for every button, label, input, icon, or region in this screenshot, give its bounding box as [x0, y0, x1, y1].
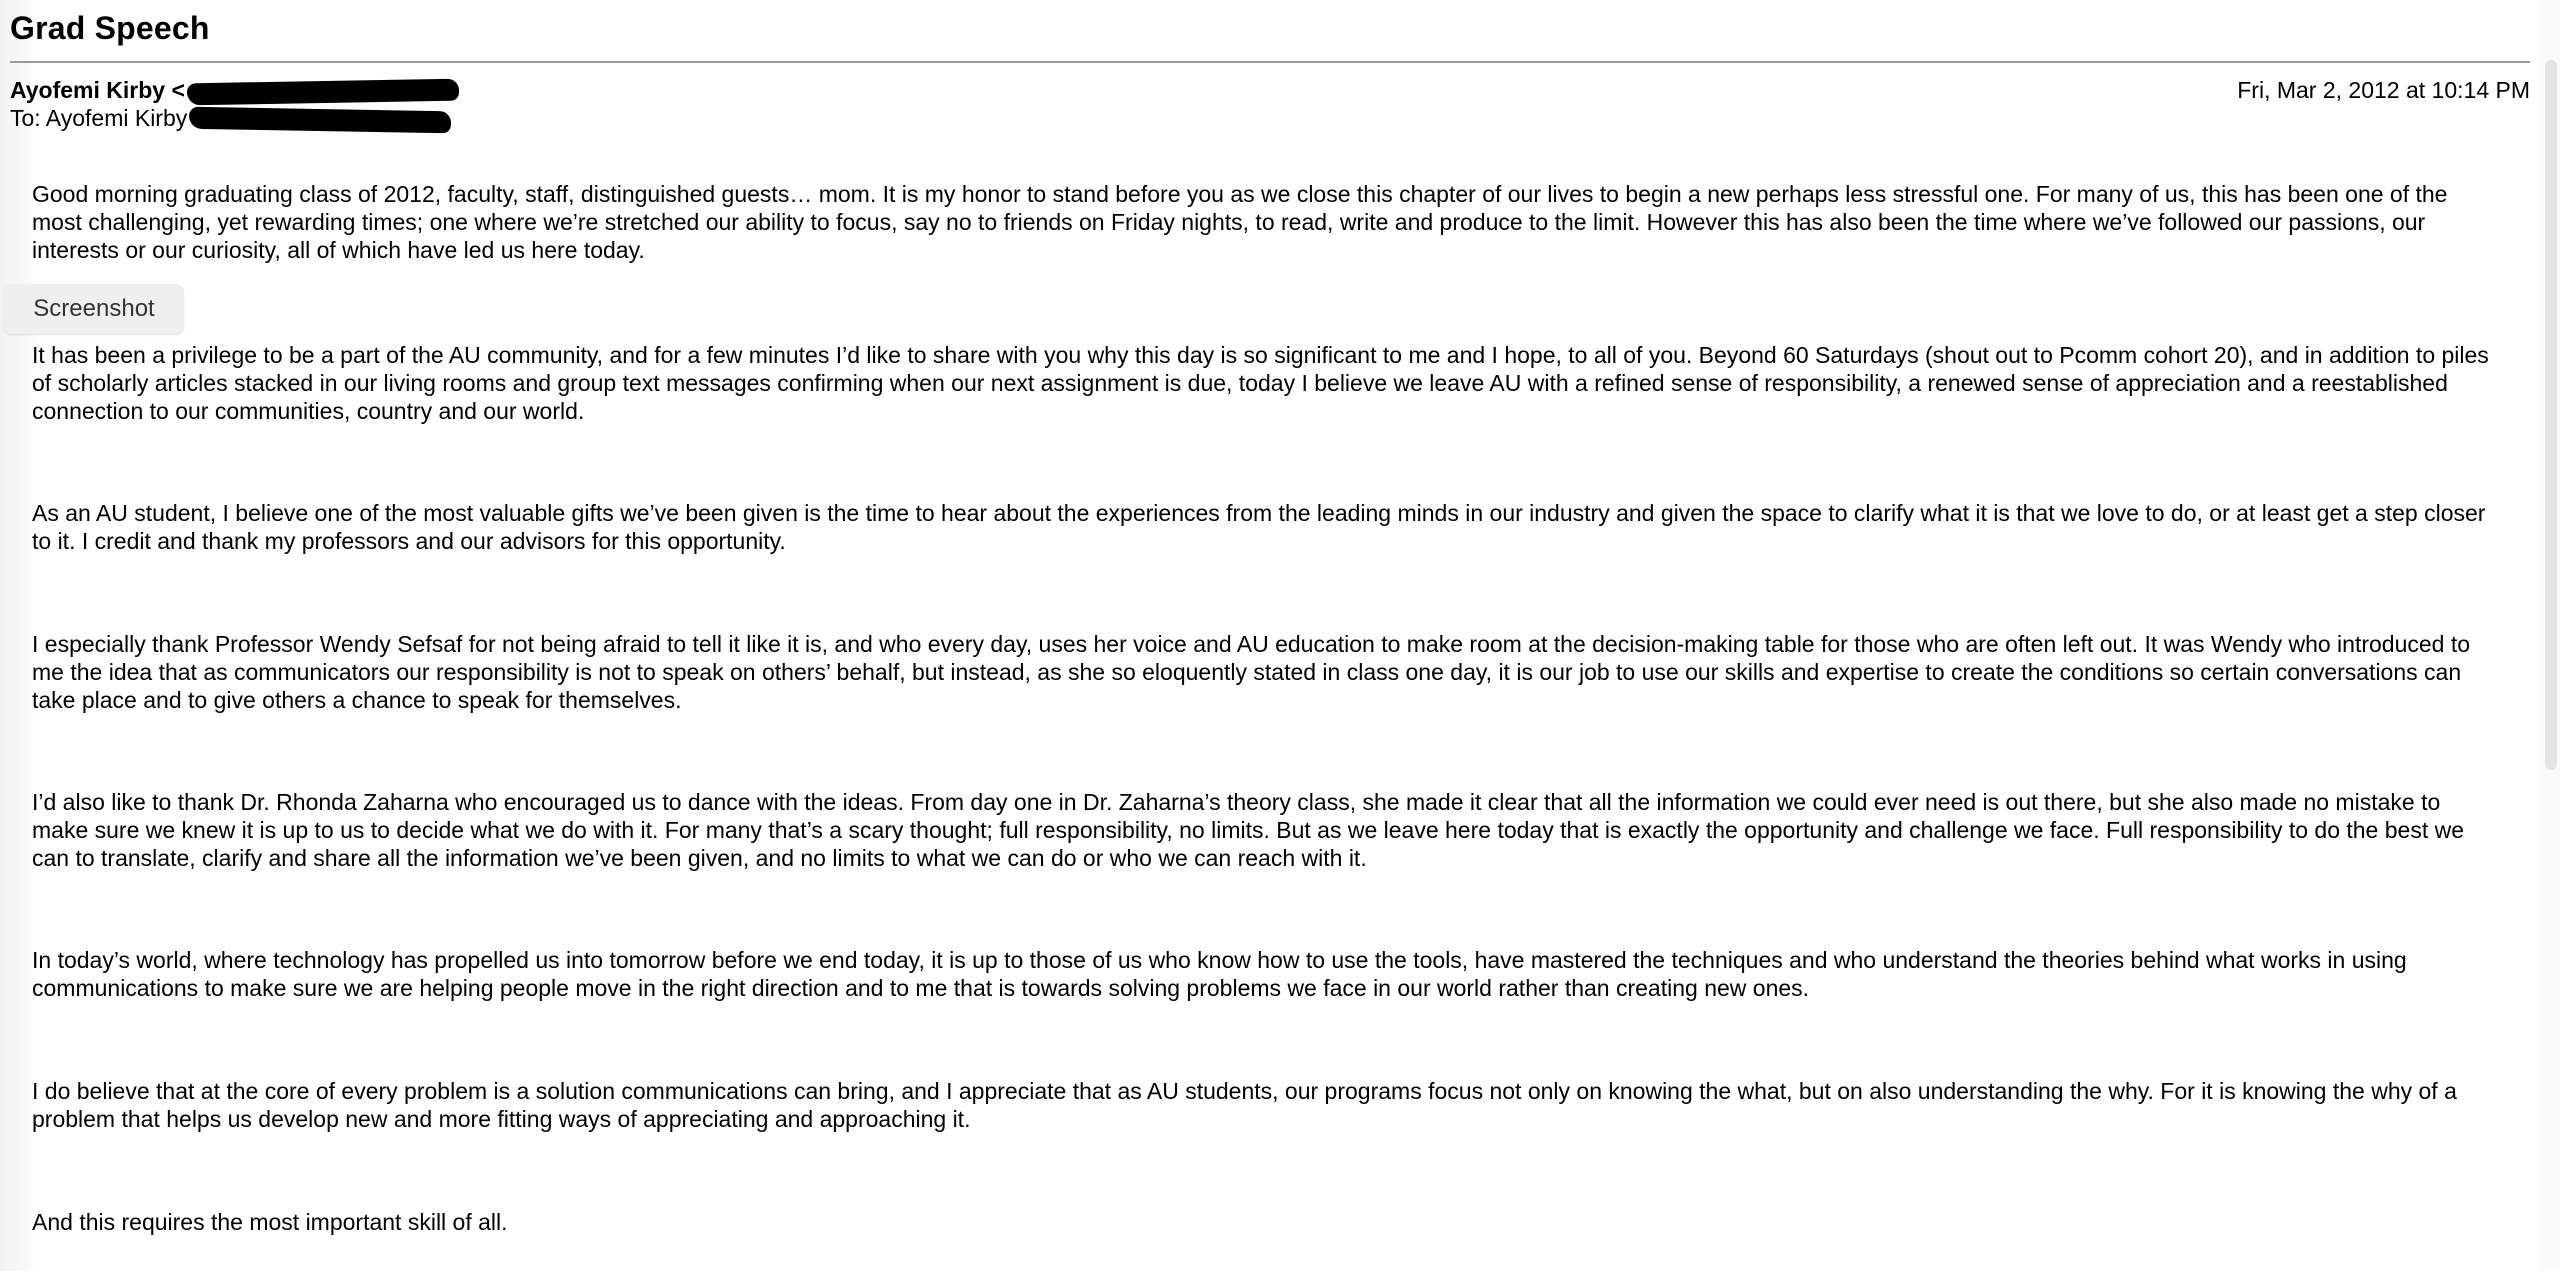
- to-recipient: To: Ayofemi Kirby: [10, 105, 188, 131]
- body-paragraph: I’d also like to thank Dr. Rhonda Zaharna who encouraged us to dance with the ideas. From day one in Dr. Zaharna’s theory class, she made it clear that all the information we could ever need is out there, but she also made no mistake to make sure we knew it is up to us to decide what we do with it. For many that’s a scary thought; full responsibility, no limits. But as we leave here today that is exactly the opportunity and challenge we face. Full responsibility to do the best we can to translate, clarify and share all the information we’ve been given, and no limits to what we can do or who we can reach with it.: [32, 789, 2465, 871]
- body-paragraph: Good morning graduating class of 2012, faculty, staff, distinguished guests… mom. It is my honor to stand before you as we close this chapter of our lives to begin a new perhaps less stressful one. For many of us, this has been one of the most challenging, yet rewarding times; one where we’re stretched our ability to focus, say no to friends on Friday nights, to read, write and produce to the limit. However this has also been the time where we’ve followed our passions, our interests or our curiosity, all of which have led us here today.: [32, 181, 2448, 263]
- body-paragraph: As an AU student, I believe one of the most valuable gifts we’ve been given is the time to hear about the experiences from the leading minds in our industry and given the space to clarify what it is that we love to do, or at least get a step closer to it. I credit and thank my professors and our advisors for this opportunity.: [32, 500, 2486, 554]
- body-paragraph: I do believe that at the core of every problem is a solution communications can bring, and I appreciate that as AU students, our programs focus not only on knowing the what, but on also understanding the why. For it is knowing the why of a problem that helps us develop new and more fitting ways of appreciating and approaching it.: [32, 1078, 2457, 1132]
- email-subject: Grad Speech: [10, 10, 210, 46]
- body-paragraph: In today’s world, where technology has propelled us into tomorrow before we end today, it is up to those of us who know how to use the tools, have mastered the techniques and who understand the theories behind what works in using communications to make sure we are helping people move in the right direction and to me that is towards solving problems we face in our world rather than creating new ones.: [32, 947, 2407, 1001]
- from-sender: Ayofemi Kirby <: [10, 77, 185, 103]
- redacted-email-from: [187, 79, 459, 106]
- subject-divider: [10, 61, 2530, 63]
- body-paragraph: And this requires the most important skill of all.: [32, 1209, 508, 1235]
- screenshot-button[interactable]: Screenshot: [4, 284, 184, 334]
- body-paragraph: It has been a privilege to be a part of the AU community, and for a few minutes I’d like to share with you why this day is so significant to me and I hope, to all of you. Beyond 60 Saturdays (shout out to Pcomm cohort 20), and in addition to piles of scholarly articles stacked in our living rooms and group text messages confirming when our next assignment is due, today I believe we leave AU with a refined sense of responsibility, a renewed sense of appreciation and a reestablished connection to our communities, country and our world.: [32, 342, 2489, 424]
- email-date: Fri, Mar 2, 2012 at 10:14 PM: [2237, 77, 2530, 103]
- body-paragraph: I especially thank Professor Wendy Sefsaf for not being afraid to tell it like it is, and who every day, uses her voice and AU education to make room at the decision-making table for those who are often left out. It was Wendy who introduced to me the idea that as communicators our responsibility is not to speak on others’ behalf, but instead, as she so eloquently stated in class one day, it is our job to use our skills and expertise to create the conditions so certain conversations can take place and to give others a chance to speak for themselves.: [32, 631, 2471, 713]
- to-line: [10, 104, 451, 132]
- redacted-email-to: [189, 107, 451, 134]
- scrollbar-thumb[interactable]: [2545, 60, 2557, 770]
- vertical-scrollbar[interactable]: [2540, 0, 2560, 1271]
- from-line: [10, 76, 459, 104]
